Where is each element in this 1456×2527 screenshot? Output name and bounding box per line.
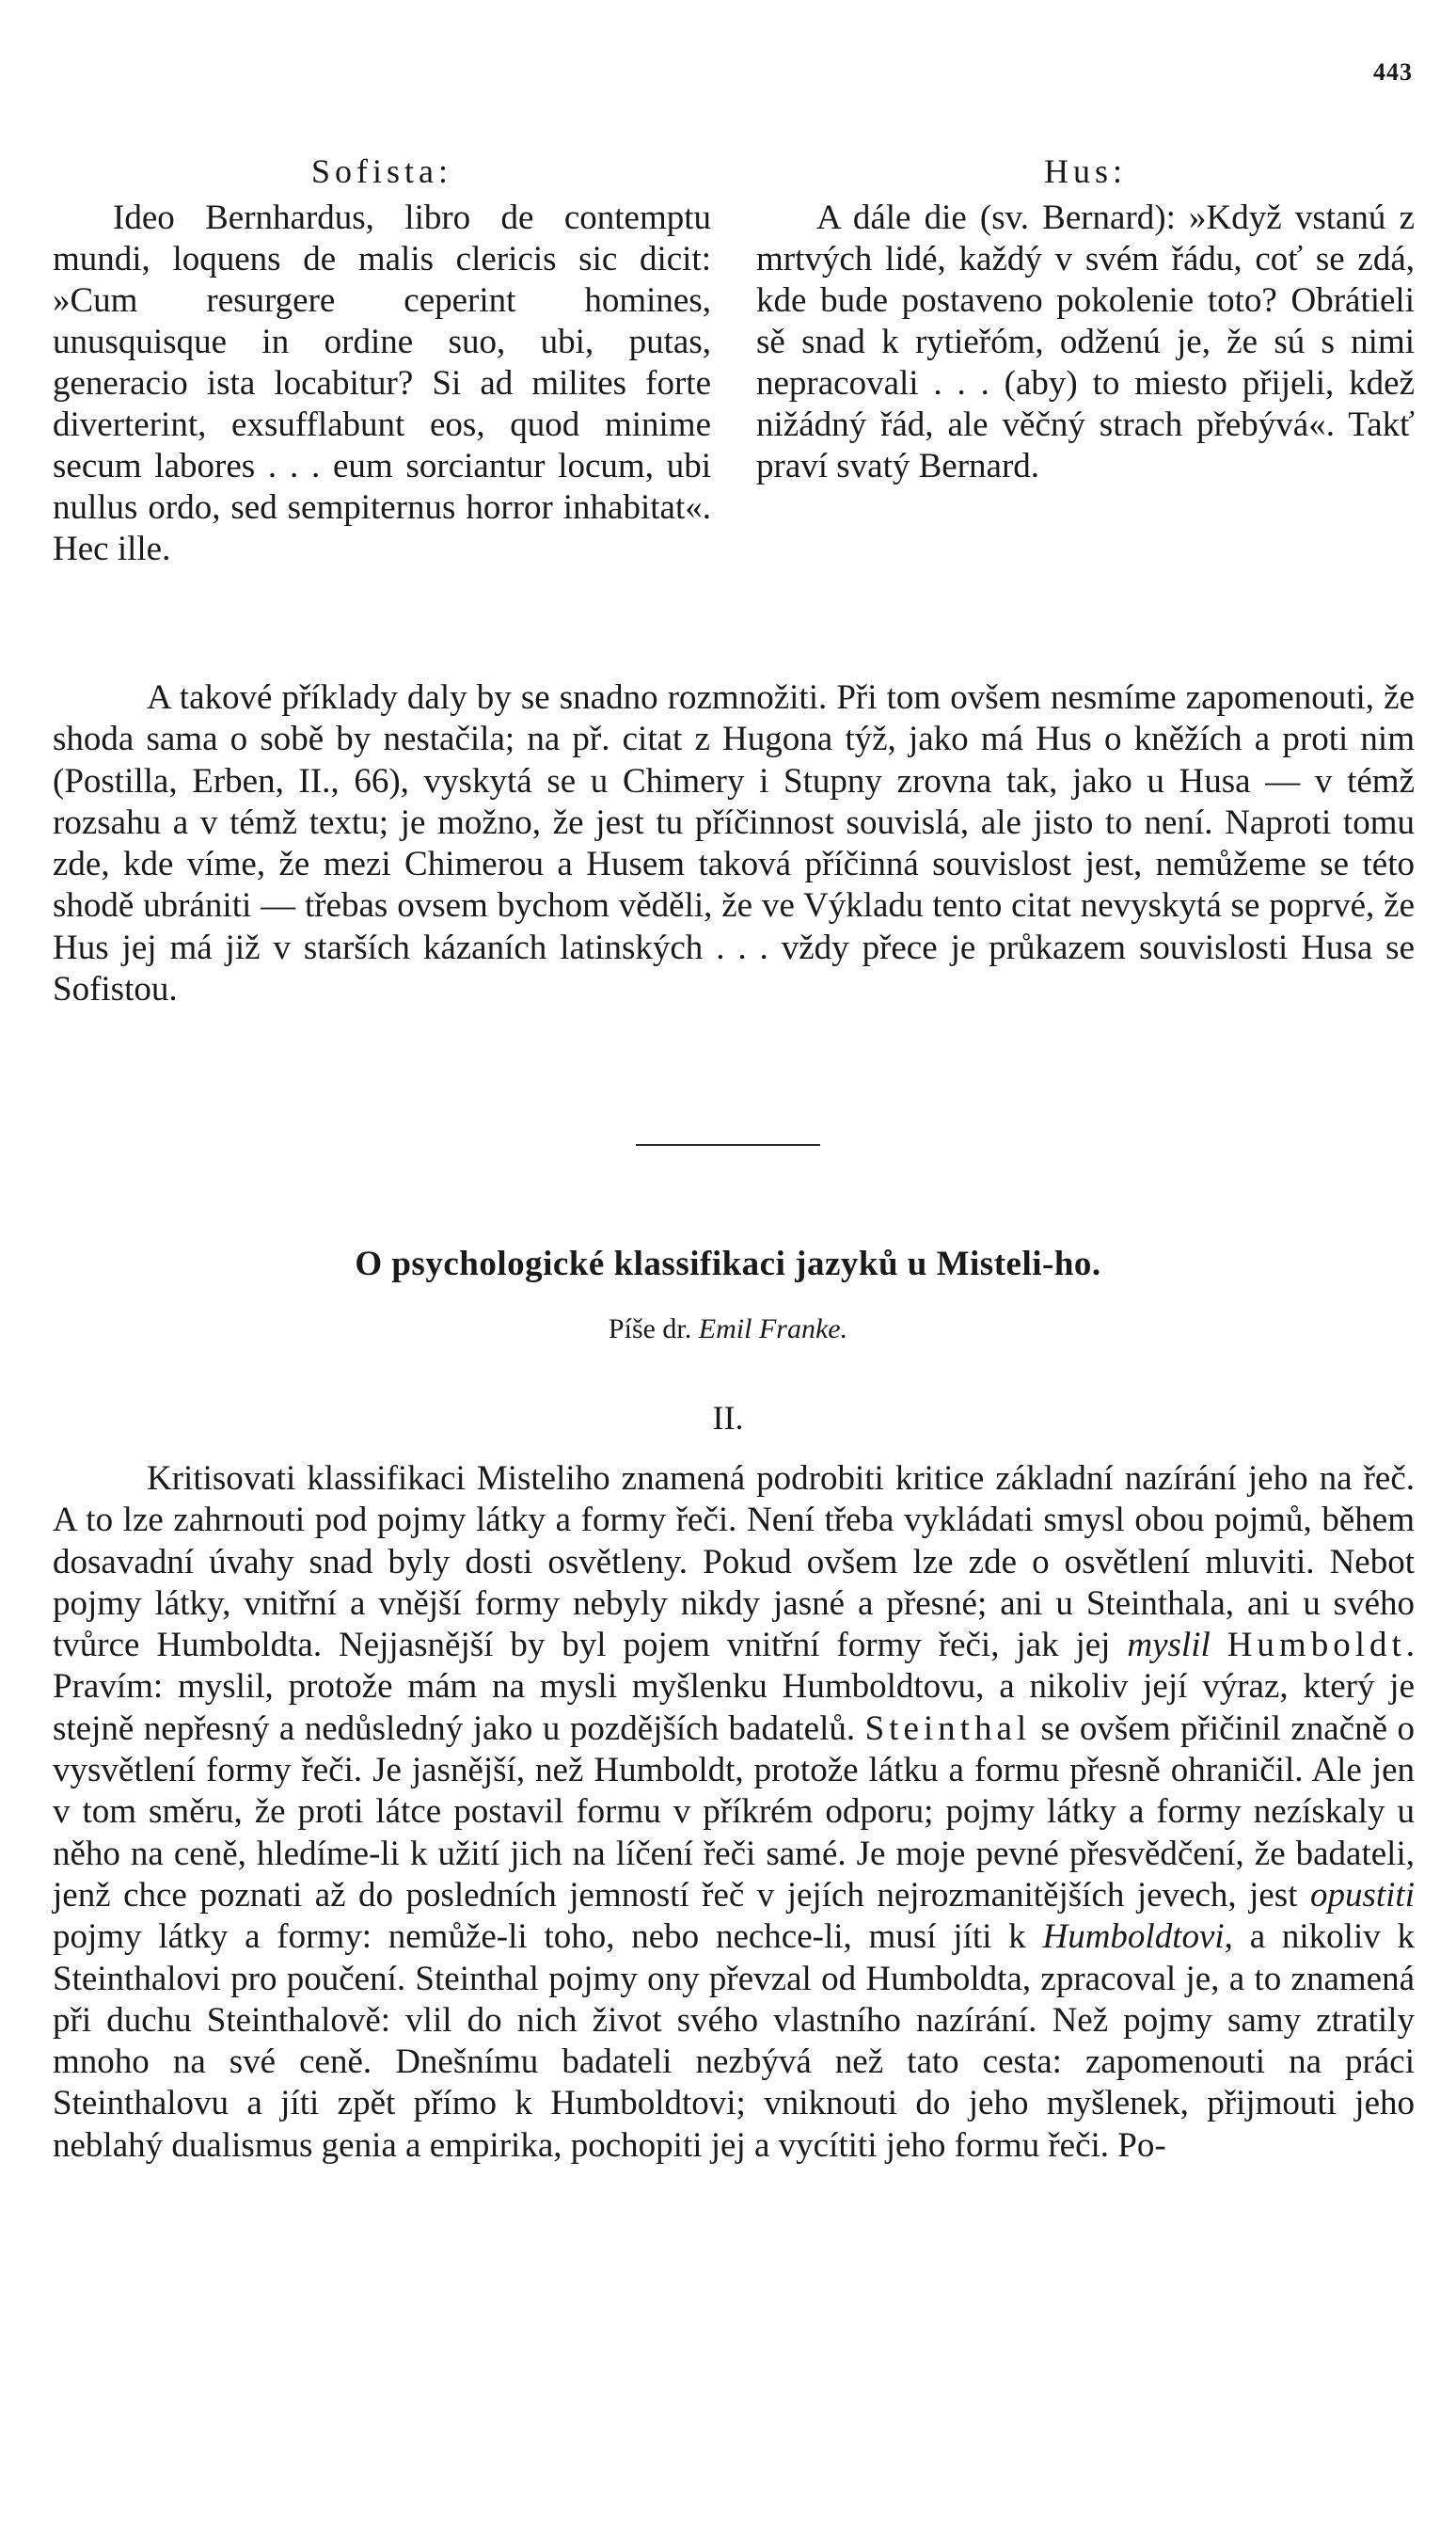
author-byline: [0, 1313, 1456, 1345]
section-number: II.: [712, 1399, 744, 1437]
comparison-paragraph: A takové příklady daly by se snadno rozmnožiti. Při tom ovšem nesmíme zapomenouti, že shoda sama o sobě by nestačila; na př. citat z Hugona týž, jako má Hus o kněžích a proti nim (Postilla, Erben, II., 66), vyskytá se u Chimery i Stupny zrovna tak, jako u Husa — v témž rozsahu a v témž textu; je možno, že jest tu příčinnost souvislá, ale jisto to není. Naproti tomu zde, kde víme, že mezi Chimerou a Husem taková příčinná souvislost jest, nemůžeme se této shodě ubrániti — třebas ovsem bychom věděli, že ve Výkladu tento citat nevyskytá se poprvé, že Hus jej má již v starších kázaních latinských . . . vždy přece je průkazem souvislosti Husa se Sofistou.: [53, 678, 1415, 1009]
article-title: O psychologické klassifikaci jazyků u Misteli-ho.: [355, 1245, 1101, 1283]
right-column-heading: Hus:: [1043, 152, 1127, 190]
body-spaced-steinthal: Steinthal: [864, 1709, 1032, 1748]
left-column: [53, 151, 711, 570]
body-part-5: , a nikoliv k Steinthalovi pro poučení. Steinthal pojmy ony převzal od Humboldta, zpracoval je, a to znamená při duchu Steinthalově: vlil do nich život svého vlastního nazírání. Než pojmy samy ztratily mnoho na své ceně. Dnešnímu badateli nezbývá než tato cesta: zapomenouti na práci Steinthalovu a jíti zpět přímo k Humboldtovi; vniknouti do jeho myšlenek, přijmouti jeho neblahý dualismus genia a empirika, pochopiti jej a vycítiti jeho formu řeči. Po-: [53, 1917, 1416, 2165]
byline-prefix: Píše dr.: [608, 1313, 692, 1344]
body-part-2: . Pravím: myslil, protože mám na mysli myšlenku Humboldtovu, a nikoliv její výraz, který je stejně nepřesný a nedůsledný jako u pozdějších badatelů.: [53, 1626, 1416, 1748]
left-column-heading: Sofista:: [310, 152, 452, 190]
author-name: Emil Franke.: [698, 1313, 848, 1344]
section-divider: [636, 1144, 820, 1146]
body-part-4: pojmy látky a formy: nemůže-li toho, nebo nechce-li, musí jíti k: [53, 1917, 1026, 1957]
body-emphasis-myslil: myslil: [1127, 1626, 1211, 1665]
body-spaced-humboldt: Humboldt: [1227, 1626, 1406, 1665]
body-part-3: se ovšem přičinil značně o vysvětlení formy řeči. Je jasnější, než Humboldt, protože látku a formu přesně ohraničil. Ale jen v tom směru, že proti látce postavil formu v příkrém odporu; pojmy látky a formy nezískaly u něho na ceně, hledíme-li k užití jich na líčení řeči samé. Je moje pevné přesvědčení, že badateli, jenž chce poznati až do posledních jemností řeč v jejích nejrozmanitějších jevech, jest: [53, 1709, 1416, 1915]
body-emphasis-humboldtovi: Humboldtovi: [1042, 1917, 1225, 1957]
right-column: [756, 151, 1415, 570]
left-column-text: Ideo Bernhardus, libro de contemptu mundi, loquens de malis clericis sic dicit: »Cum resurgere ceperint homines, unusquisque in ordine suo, ubi, putas, generacio ista locabitur? Si ad milites forte diverterint, exsufflabunt eos, quod minime secum labores . . . eum sorciantur locum, ubi nullus ordo, sed sempiternus horror inhabitat«. Hec ille.: [53, 199, 711, 568]
parallel-columns: [53, 151, 1415, 570]
body-emphasis-opustiti: opustiti: [1309, 1875, 1415, 1915]
right-column-text: A dále die (sv. Bernard): »Když vstanú z mrtvých lidé, každý v svém řádu, coť se zdá, kde bude postaveno pokolenie toto? Obrátieli sě snad k rytieřóm, odženú je, že sú s nimi nepracovali . . . (aby) to miesto přijeli, kdež nižádný řád, ale věčný strach přebývá«. Takť praví svatý Bernard.: [756, 199, 1415, 485]
page-number: 443: [1373, 58, 1413, 86]
article-body: [53, 1458, 1415, 2167]
body-part-1: Kritisovati klassifikaci Misteliho znamená podrobiti kritice základní nazírání jeho na řeč. A to lze zahrnouti pod pojmy látky a formy řeči. Není třeba vykládati smysl obou pojmů, během dosavadní úvahy snad byly dosti osvětleny. Pokud ovšem lze zde o osvětlení mluviti. Nebot pojmy látky, vnitřní a vnější formy nebyly nikdy jasné a přesné; ani u Steinthala, ani u svého tvůrce Humboldta. Nejjasnější by byl pojem vnitřní formy řeči, jak jej: [53, 1459, 1415, 1665]
